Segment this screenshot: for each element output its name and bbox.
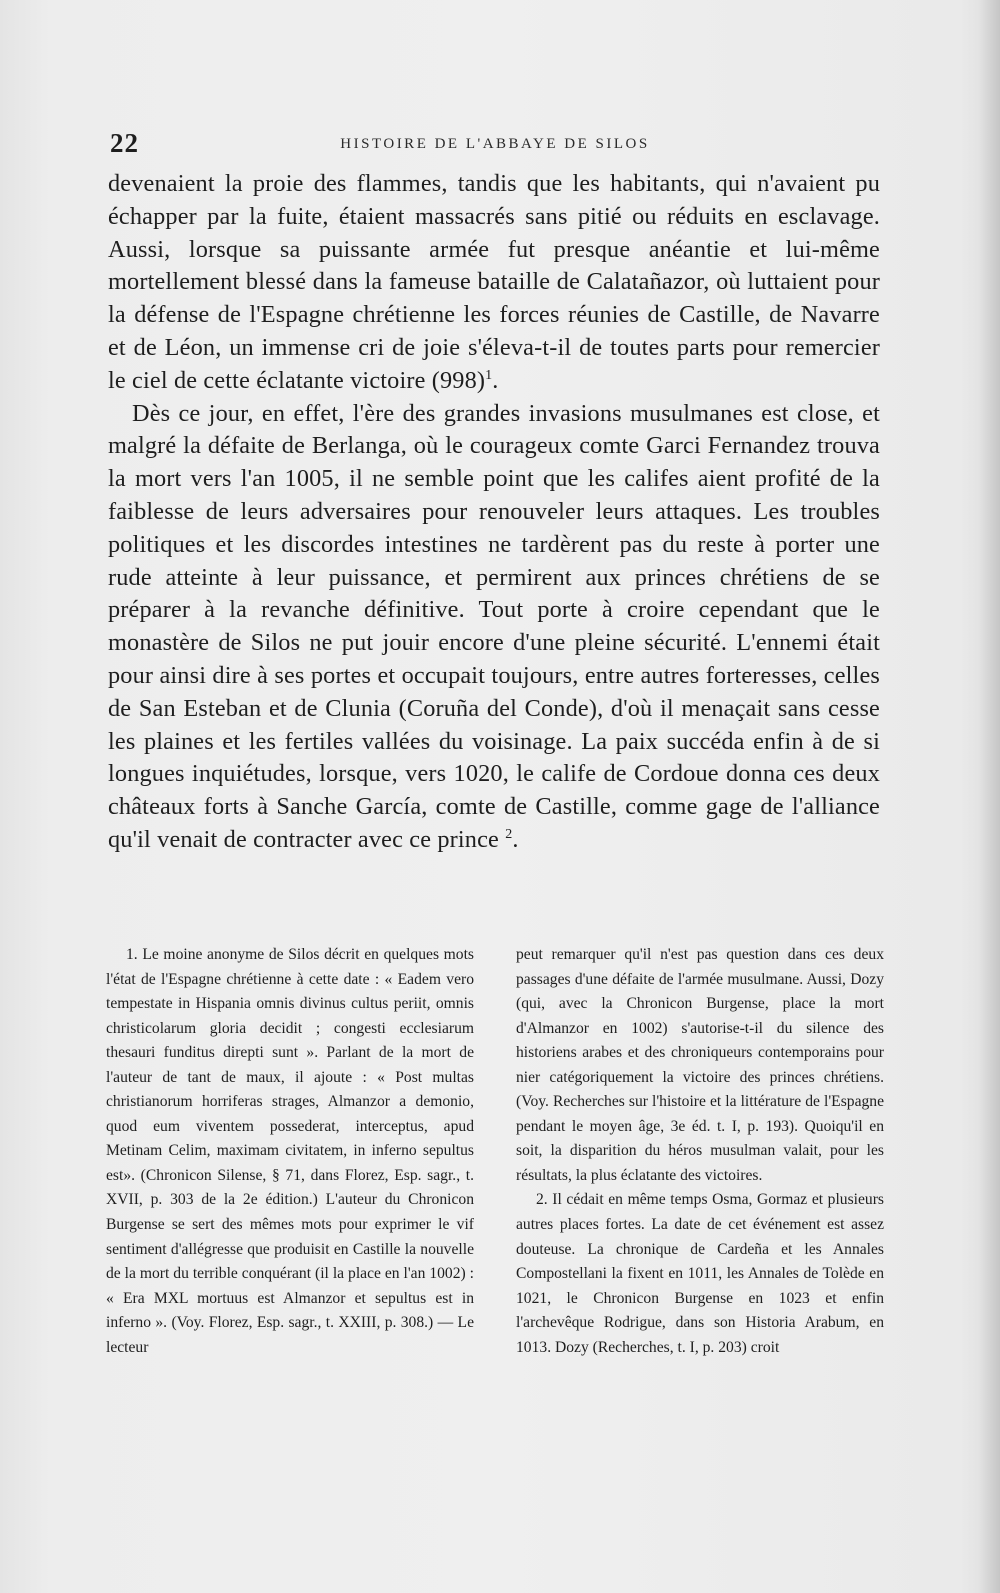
paragraph [108,398,880,857]
running-title: HISTOIRE DE L'ABBAYE DE SILOS [340,136,650,152]
page-header [110,128,880,158]
footnote-1: 1. Le moine anonyme de Silos décrit en quelques mots l'état de l'Espagne chrétienne à cette date : « Eadem vero tempestate in Hispania omnis divinus cultus periit, omnis christicolarum gloria decidit ; congesti ecclesiarum thesauri funditus direpti sunt ». Parlant de la mort de l'auteur de tant de maux, il ajoute : « Post multas christianorum horriferas strages, Almanzor a demonio, quod eum viventem possederat, interceptus, apud Metinam Celim, maximam civitatem, in inferno sepultus est». (Chronicon Silense, § 71, dans Florez, Esp. sagr., t. XVII, p. 303 de la 2e édition.) L'auteur du Chronicon Burgense se sert des mêmes mots pour exprimer le vif sentiment d'allégresse que produisit en Castille la nouvelle de la mort du terrible conquérant (il la place en l'an 1002) : « Era MXL mortuus est Almanzor et sepultus est in inferno ». (Voy. Florez, Esp. sagr., t. XXIII, p. 308.) — Le lecteur [106,946,474,1356]
footnotes [106,943,884,1360]
footnote-reference: 1 [485,367,493,383]
paragraph-text: devenaient la proie des flammes, tandis que les habitants, qui n'avaient pu échapper par la fuite, étaient massacrés sans pitié ou réduits en esclavage. Aussi, lorsque sa puissante armée fut presque anéantie et lui-même mortellement blessé dans la fameuse bataille de Calatañazor, où luttaient pour la défense de l'Espagne chrétienne les forces réunies de Castille, de Navarre et de Léon, un immense cri de joie s'éleva-t-il de toutes parts pour remercier le ciel de cette éclatante victoire (998) [108,170,880,394]
footnote-column-left [106,943,474,1360]
footnote-column-right [516,943,884,1360]
footnote-2: 2. Il cédait en même temps Osma, Gormaz et plusieurs autres places fortes. La date de cet événement est assez douteuse. La chronique de Cardeña et les Annales Compostellani la fixent en 1011, les Annales de Tolède en 1021, le Chronicon Burgense en 1023 et enfin l'archevêque Rodrigue, dans son Historia Arabum, en 1013. Dozy (Recherches, t. I, p. 203) croit [516,1191,884,1356]
paragraph-text: Dès ce jour, en effet, l'ère des grandes invasions musulmanes est close, et malgré la défaite de Berlanga, où le courageux comte Garci Fernandez trouva la mort vers l'an 1005, il ne semble point que les califes aient profité de la faiblesse de leurs adversaires pour renouveler leurs attaques. Les troubles politiques et les discordes intestines ne tardèrent pas du reste à porter une rude atteinte à leur puissance, et permirent aux princes chrétiens de se préparer à la revanche définitive. Tout porte à croire cependant que le monastère de Silos ne put jouir encore d'une pleine sécurité. L'ennemi était pour ainsi dire à ses portes et occupait toujours, entre autres forteresses, celles de San Esteban et de Clunia (Coruña del Conde), d'où il menaçait sans cesse les plaines et les fertiles vallées du voisinage. La paix succéda enfin à de si longues inquiétudes, lorsque, vers 1020, le calife de Cordoue donna ces deux châteaux forts à Sanche García, comte de Castille, comme gage de l'alliance qu'il venait de contracter avec ce prince [108,399,880,853]
main-text [108,168,880,857]
page-edge-shadow [978,0,1000,1593]
paragraph-end: . [492,366,499,394]
footnote-1-continued: peut remarquer qu'il n'est pas question dans ces deux passages d'une défaite de l'armée musulmane. Aussi, Dozy (qui, avec la Chronicon Burgense, place la mort d'Almanzor en 1002) s'autorise-t-il du silence des historiens arabes et des chroniqueurs contemporains pour nier catégoriquement la victoire des princes chrétiens. (Voy. Recherches sur l'histoire et la littérature de l'Espagne pendant le moyen âge, 3e éd. t. I, p. 193). Quoiqu'il en soit, la disparition du héros musulman valait, pour les résultats, la plus éclatante des victoires. [516,946,884,1184]
paragraph-end: . [512,825,519,853]
page-number: 22 [110,128,139,158]
footnote-reference: 2 [505,826,513,842]
paragraph [108,168,880,398]
